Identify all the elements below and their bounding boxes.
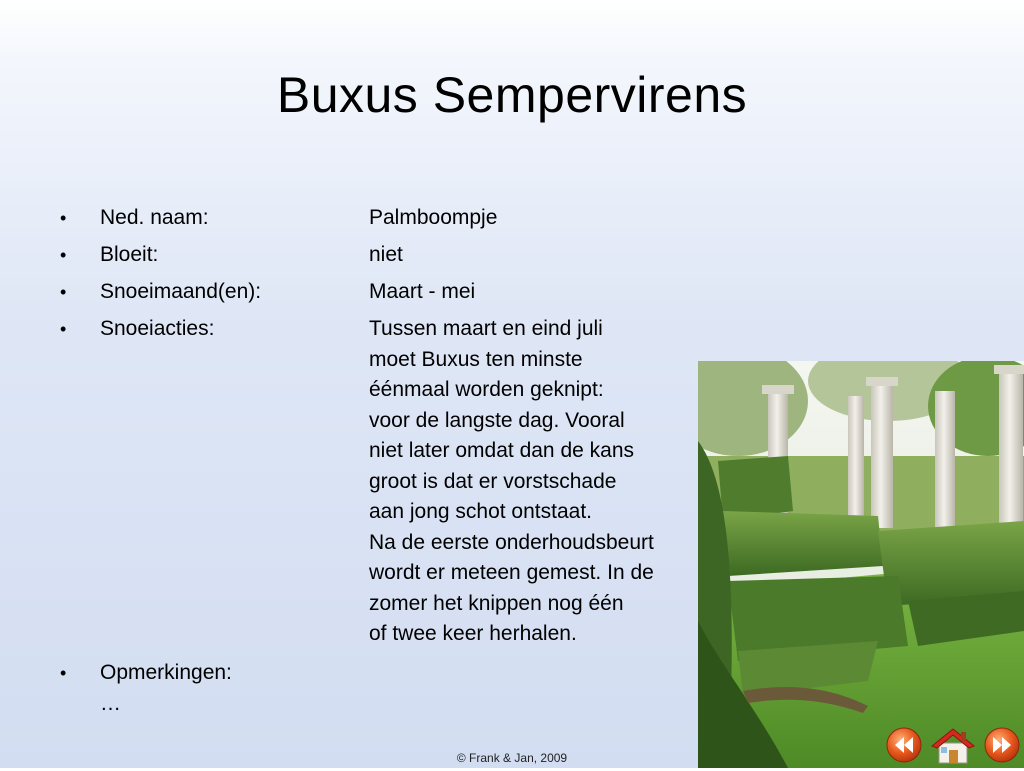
- bullet-marker: •: [60, 663, 67, 683]
- boxwood-garden-photo: [698, 361, 1024, 768]
- bullet-marker: •: [60, 245, 67, 265]
- item-continuation: …: [100, 692, 121, 715]
- item-value: [369, 203, 699, 234]
- value-line: Palmboompje: [369, 206, 498, 229]
- value-line: Maart - mei: [369, 280, 476, 303]
- value-line: voor de langste dag. Vooral: [369, 408, 625, 432]
- next-button[interactable]: [982, 726, 1022, 764]
- value-line: zomer het knippen nog één: [369, 591, 624, 615]
- item-value: [369, 240, 699, 271]
- previous-icon: [884, 726, 924, 764]
- value-line: of twee keer herhalen.: [369, 622, 577, 645]
- value-line: niet: [369, 243, 403, 266]
- previous-button[interactable]: [884, 726, 924, 764]
- item-value: [369, 314, 699, 650]
- item-value: [369, 277, 699, 308]
- item-label: Snoeiacties:: [100, 317, 215, 340]
- value-line: Na de eerste onderhoudsbeurt: [369, 530, 654, 554]
- item-label: Snoeimaand(en):: [100, 280, 262, 303]
- bullet-marker: •: [60, 208, 67, 228]
- bullet-marker: •: [60, 282, 67, 302]
- value-line: wordt er meteen gemest. In de: [369, 561, 654, 584]
- item-label: Bloeit:: [100, 243, 159, 266]
- item-label: Ned. naam:: [100, 206, 209, 229]
- home-icon: [930, 726, 976, 766]
- slide-title: Buxus Sempervirens: [276, 67, 748, 123]
- value-line: niet later omdat dan de kans: [369, 439, 635, 462]
- value-line: moet Buxus ten minste: [369, 347, 583, 371]
- value-line: Tussen maart en eind juli: [369, 317, 603, 340]
- value-line: groot is dat er vorstschade: [369, 469, 617, 493]
- item-label: Opmerkingen:: [100, 661, 232, 684]
- bullet-marker: •: [60, 319, 67, 339]
- footer-copyright: © Frank & Jan, 2009: [456, 751, 568, 765]
- value-line: aan jong schot ontstaat.: [369, 500, 592, 523]
- home-button[interactable]: [930, 726, 976, 764]
- value-line: éénmaal worden geknipt:: [369, 378, 604, 401]
- next-icon: [982, 726, 1022, 764]
